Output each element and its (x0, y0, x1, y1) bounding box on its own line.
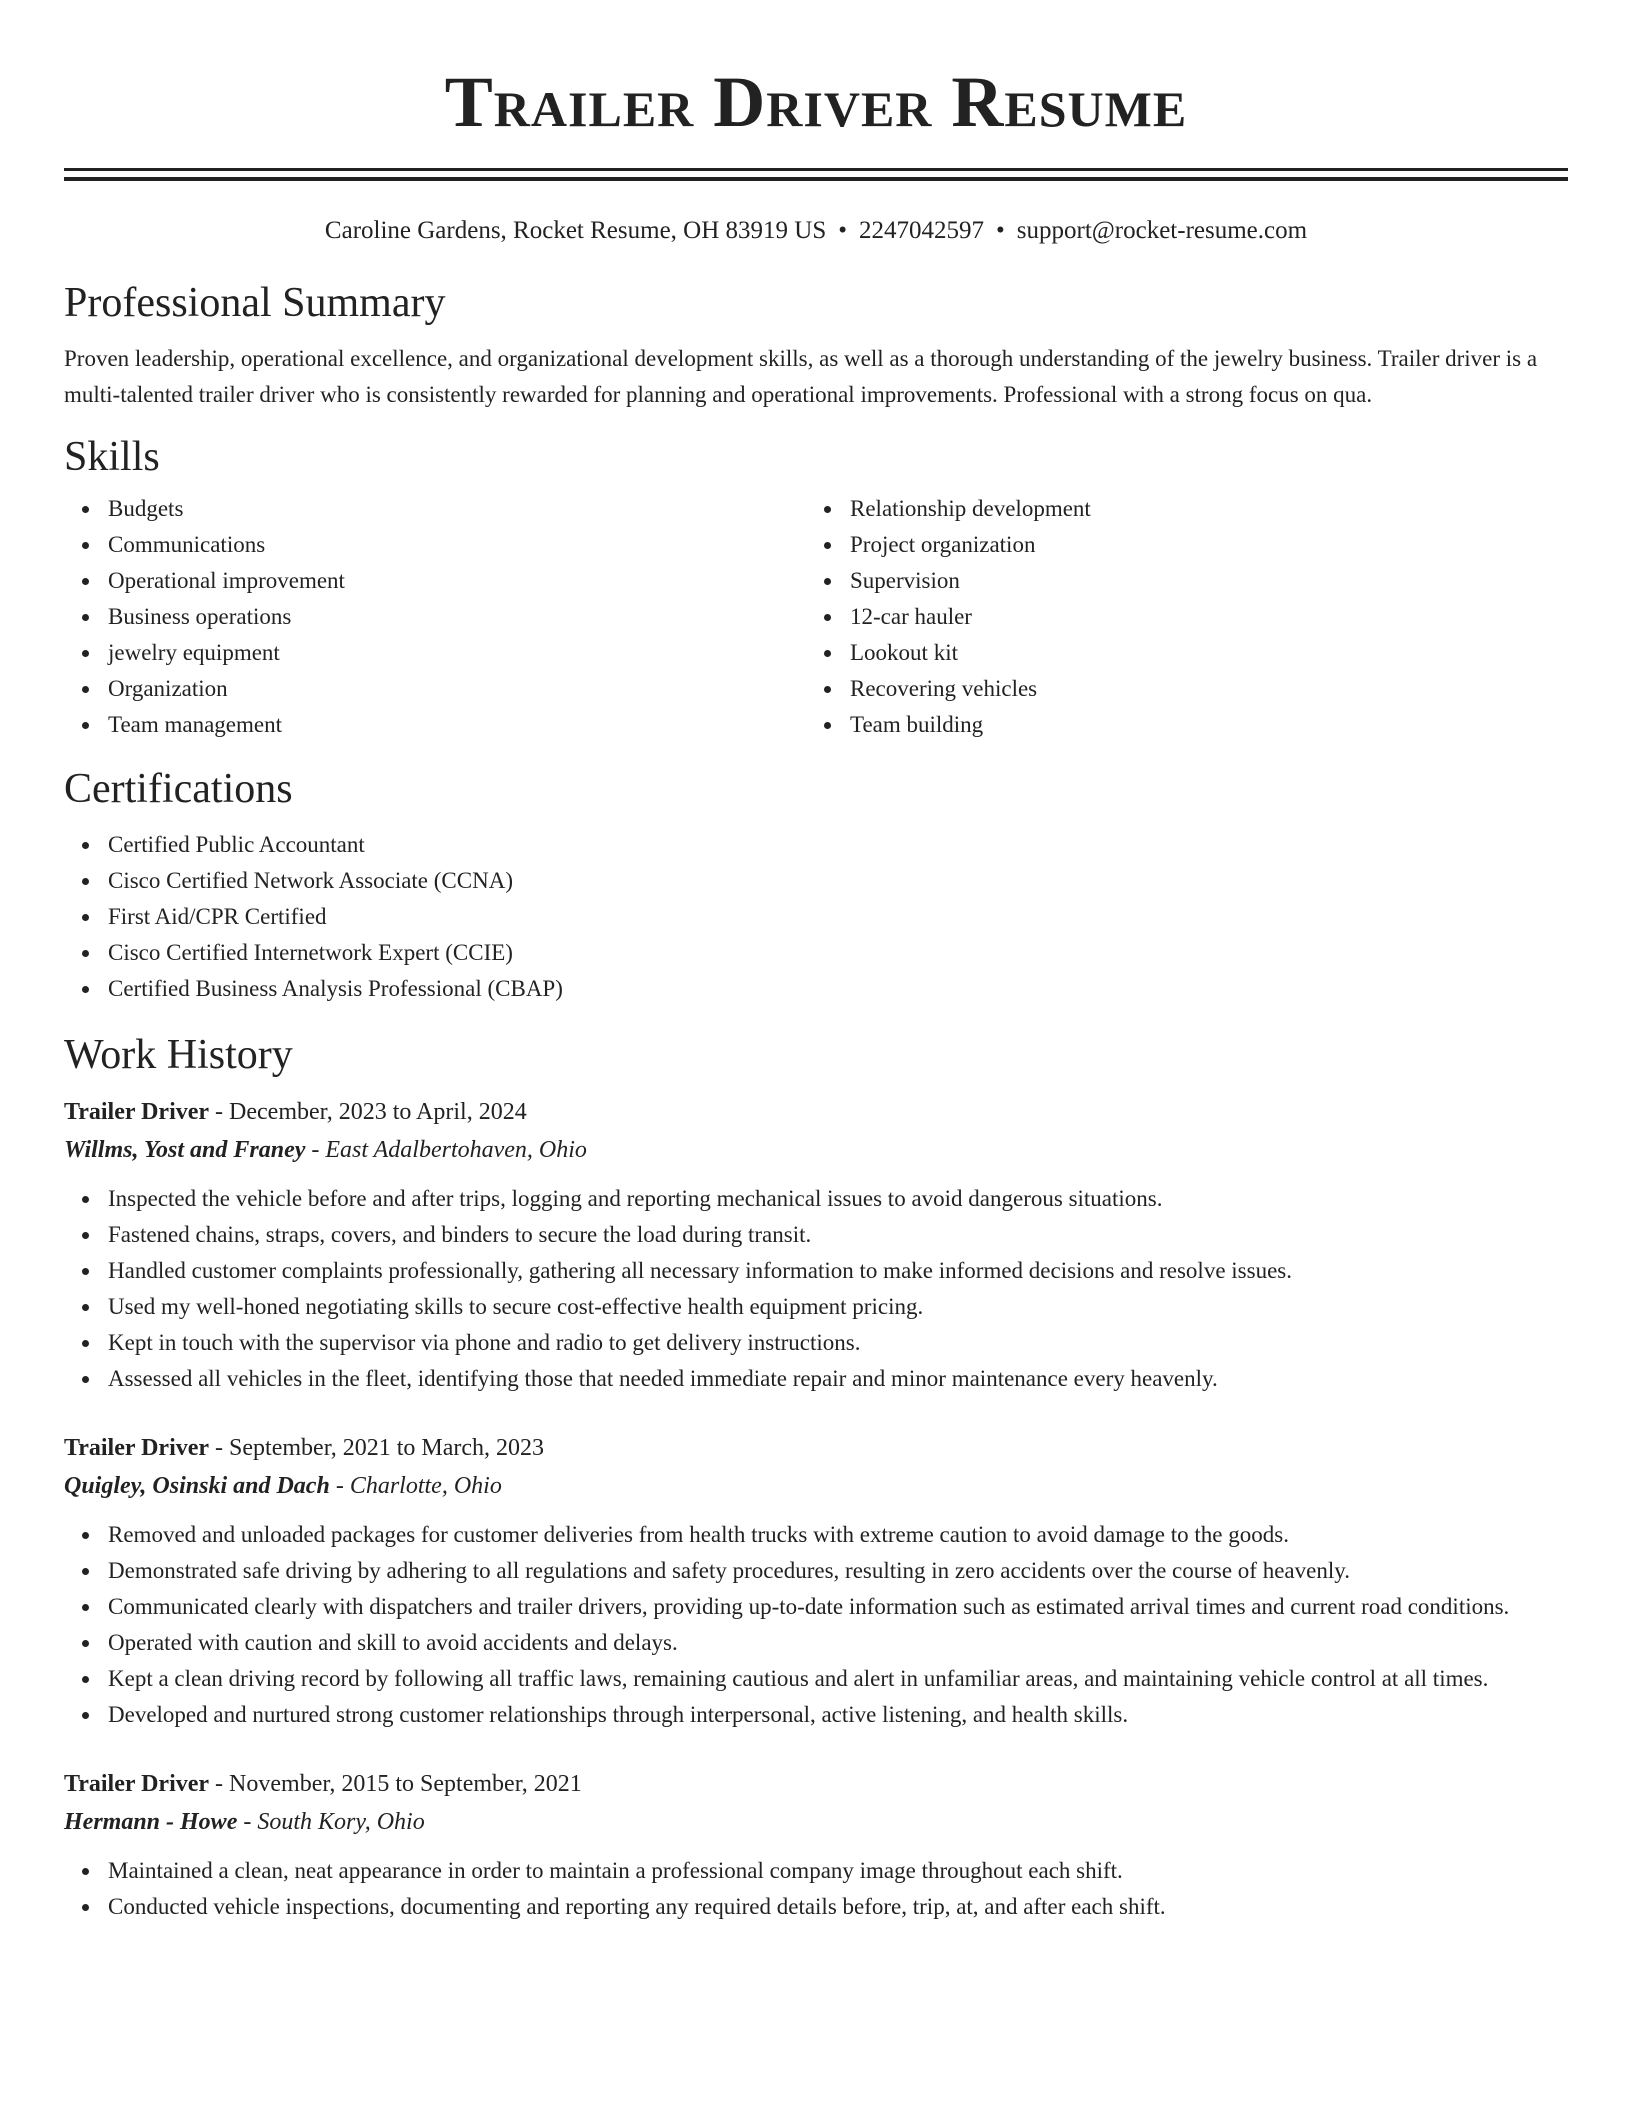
job-duties-list (64, 1181, 1568, 1397)
certification-item: Cisco Certified Internetwork Expert (CCIE) (108, 935, 1568, 971)
employer-name: Willms, Yost and Franey (64, 1137, 306, 1163)
employer-line: Quigley, Osinski and Dach - Charlotte, Ohio (64, 1473, 502, 1499)
job-dates: September, 2021 to March, 2023 (229, 1435, 545, 1461)
certifications-heading: Certifications (64, 766, 293, 812)
certifications-list (64, 827, 1568, 1007)
job-duty: Used my well-honed negotiating skills to secure cost-effective health equipment pricing. (108, 1289, 1568, 1325)
contact-address: Caroline Gardens, Rocket Resume, OH 83919 US (324, 217, 827, 244)
employer-location: Charlotte, Ohio (349, 1473, 502, 1499)
job-entry (64, 1765, 1568, 1925)
job-duty: Communicated clearly with dispatchers and trailer drivers, providing up-to-date information such as estimated arrival times and current road conditions. (108, 1589, 1568, 1625)
skill-item: Recovering vehicles (850, 671, 1548, 707)
job-title: Trailer Driver (64, 1435, 210, 1461)
job-duty: Demonstrated safe driving by adhering to all regulations and safety procedures, resulting in zero accidents over the course of heavenly. (108, 1553, 1568, 1589)
job-dates: December, 2023 to April, 2024 (229, 1099, 527, 1125)
job-title: Trailer Driver (64, 1099, 210, 1125)
job-dates: November, 2015 to September, 2021 (229, 1771, 582, 1797)
title-divider-thick (64, 168, 1568, 171)
job-entry (64, 1093, 1568, 1397)
job-duties-list (64, 1517, 1568, 1733)
job-duty: Kept a clean driving record by following all traffic laws, remaining cautious and alert in unfamiliar areas, and maintaining vehicle control at all times. (108, 1661, 1568, 1697)
skills-left-list (64, 491, 806, 743)
job-title-line: Trailer Driver - September, 2021 to March, 2023 (64, 1435, 545, 1461)
summary-text: Proven leadership, operational excellence, and organizational development skills, as well as a thorough understanding of the jewelry business. Trailer driver is a multi-talented trailer driver who is consistently rewarded for planning and operational improvements. Professional with a strong focus on qua. (64, 346, 1538, 407)
skill-item: Relationship development (850, 491, 1548, 527)
job-title: Trailer Driver (64, 1771, 210, 1797)
skill-item: Supervision (850, 563, 1548, 599)
employer-line: Willms, Yost and Franey - East Adalbertohaven, Ohio (64, 1137, 587, 1163)
skill-item: Communications (108, 527, 806, 563)
job-entry (64, 1429, 1568, 1733)
contact-separator: • (996, 217, 1005, 244)
job-duty: Operated with caution and skill to avoid accidents and delays. (108, 1625, 1568, 1661)
job-duty: Kept in touch with the supervisor via phone and radio to get delivery instructions. (108, 1325, 1568, 1361)
skill-item: Lookout kit (850, 635, 1548, 671)
employer-location: South Kory, Ohio (257, 1809, 425, 1835)
skills-right-list (806, 491, 1548, 743)
job-duty: Conducted vehicle inspections, documenting and reporting any required details before, trip, at, and after each shift. (108, 1889, 1568, 1925)
job-duty: Handled customer complaints professionally, gathering all necessary information to make informed decisions and resolve issues. (108, 1253, 1568, 1289)
contact-phone: 2247042597 (859, 217, 984, 244)
job-duty: Maintained a clean, neat appearance in order to maintain a professional company image throughout each shift. (108, 1853, 1568, 1889)
job-duty: Inspected the vehicle before and after trips, logging and reporting mechanical issues to avoid dangerous situations. (108, 1181, 1568, 1217)
employer-name: Hermann - Howe (64, 1809, 238, 1835)
job-duties-list (64, 1853, 1568, 1925)
certification-item: First Aid/CPR Certified (108, 899, 1568, 935)
contact-separator: • (838, 217, 847, 244)
job-title-line: Trailer Driver - November, 2015 to September, 2021 (64, 1771, 582, 1797)
title-divider-thin (64, 177, 1568, 181)
skill-item: Team building (850, 707, 1548, 743)
skill-item: jewelry equipment (108, 635, 806, 671)
skills-heading: Skills (64, 434, 160, 480)
job-duty: Fastened chains, straps, covers, and binders to secure the load during transit. (108, 1217, 1568, 1253)
skill-item: Budgets (108, 491, 806, 527)
skill-item: 12-car hauler (850, 599, 1548, 635)
employer-name: Quigley, Osinski and Dach (64, 1473, 330, 1499)
skills-right-column (806, 491, 1548, 743)
contact-email: support@rocket-resume.com (1016, 217, 1308, 244)
skill-item: Operational improvement (108, 563, 806, 599)
skills-left-column (64, 491, 806, 743)
job-duty: Developed and nurtured strong customer relationships through interpersonal, active listening, and health skills. (108, 1697, 1568, 1733)
skill-item: Team management (108, 707, 806, 743)
job-duty: Removed and unloaded packages for customer deliveries from health trucks with extreme caution to avoid damage to the goods. (108, 1517, 1568, 1553)
employer-line: Hermann - Howe - South Kory, Ohio (64, 1809, 425, 1835)
resume-title: Trailer Driver Resume (444, 62, 1188, 142)
skill-item: Business operations (108, 599, 806, 635)
job-duty: Assessed all vehicles in the fleet, identifying those that needed immediate repair and minor maintenance every heavenly. (108, 1361, 1568, 1397)
certification-item: Certified Public Accountant (108, 827, 1568, 863)
skills-columns (64, 491, 1568, 743)
work-history-heading: Work History (64, 1032, 293, 1078)
skill-item: Organization (108, 671, 806, 707)
contact-line (64, 215, 1568, 247)
job-title-line: Trailer Driver - December, 2023 to April, 2024 (64, 1099, 527, 1125)
skill-item: Project organization (850, 527, 1548, 563)
certification-item: Certified Business Analysis Professional (CBAP) (108, 971, 1568, 1007)
employer-location: East Adalbertohaven, Ohio (325, 1137, 587, 1163)
summary-heading: Professional Summary (64, 280, 446, 326)
certification-item: Cisco Certified Network Associate (CCNA) (108, 863, 1568, 899)
